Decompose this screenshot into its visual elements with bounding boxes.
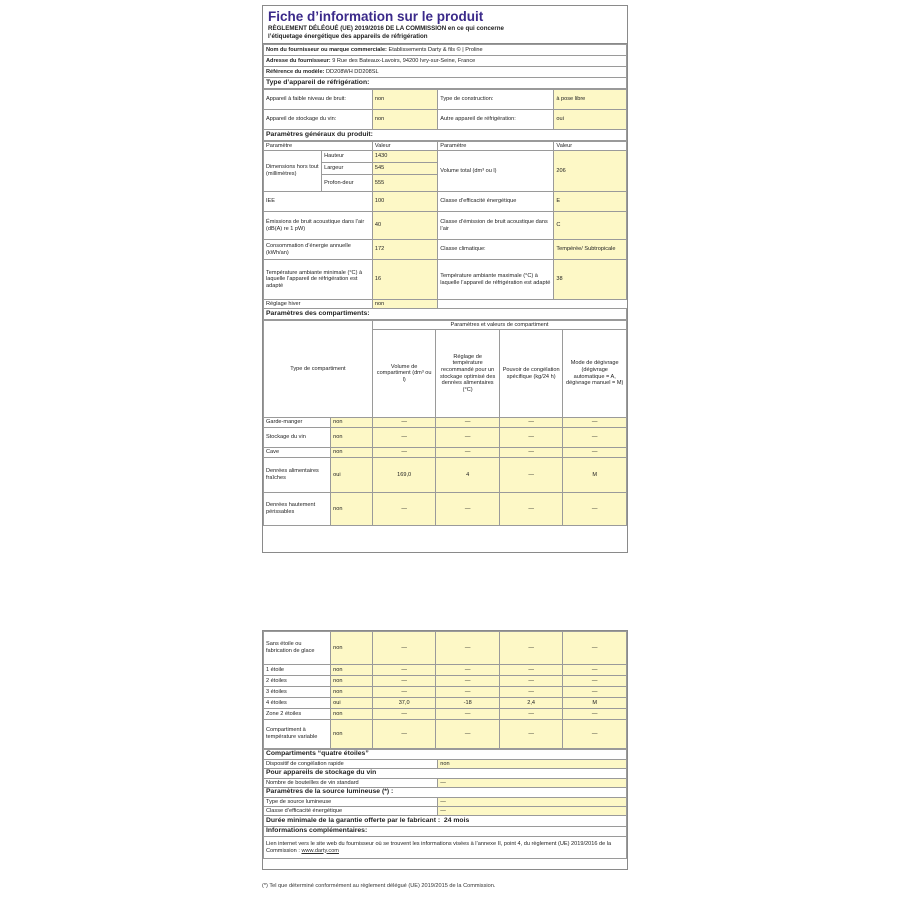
col-param-header: Paramètre xyxy=(264,142,373,151)
eei-label: IEE xyxy=(264,192,373,212)
col-type-header: Type de compartiment xyxy=(264,321,373,418)
warranty-row xyxy=(264,816,627,827)
compartment-defrost: — xyxy=(563,720,627,749)
compartment-name: Compartiment à température variable xyxy=(264,720,331,749)
compartment-name: Cave xyxy=(264,448,331,458)
compartment-present: non xyxy=(331,720,373,749)
bottles-value: — xyxy=(438,779,627,788)
construction-value: à pose libre xyxy=(554,90,627,110)
compartment-row xyxy=(264,720,627,749)
compartment-name: Denrées alimentaires fraîches xyxy=(264,458,331,493)
volume-value: 206 xyxy=(554,151,627,192)
energy-class-label: Classe d’efficacité énergétique xyxy=(438,192,554,212)
compartment-freeze: — xyxy=(499,448,563,458)
compartment-defrost: M xyxy=(563,698,627,709)
four-star-title: Compartiments “quatre étoiles” xyxy=(264,750,627,760)
col-param-header-2: Paramètre xyxy=(438,142,554,151)
footnote: (*) Tel que déterminé conformément au règlement délégué (UE) 2019/2015 de la Commission. xyxy=(262,883,496,889)
compartment-freeze: — xyxy=(499,687,563,698)
compartment-volume: — xyxy=(372,632,436,665)
compartment-defrost: — xyxy=(563,687,627,698)
wine-appliance-value: non xyxy=(372,110,437,130)
compartments-table-page-2 xyxy=(263,631,627,749)
compartment-defrost: — xyxy=(563,428,627,448)
compartment-volume: — xyxy=(372,418,436,428)
compartment-name: 4 étoiles xyxy=(264,698,331,709)
product-sheet-page-2 xyxy=(262,630,628,870)
compartment-row xyxy=(264,632,627,665)
compartment-present: non xyxy=(331,687,373,698)
noise-class-value: C xyxy=(554,212,627,240)
height-label: Hauteur xyxy=(322,151,373,163)
compartment-row xyxy=(264,687,627,698)
compartment-freeze: — xyxy=(499,458,563,493)
info-section-title: Informations complémentaires: xyxy=(264,827,627,837)
compartment-temp: — xyxy=(436,709,500,720)
model-value: DD208WH DD208SL xyxy=(326,68,379,75)
winter-value: non xyxy=(372,300,437,309)
climate-value: Tempérée/ Subtropicale xyxy=(554,240,627,260)
col-value-header-2: Valeur xyxy=(554,142,627,151)
compartment-volume: — xyxy=(372,493,436,526)
low-noise-value: non xyxy=(372,90,437,110)
compartment-temp: -18 xyxy=(436,698,500,709)
compartment-freeze: — xyxy=(499,676,563,687)
compartment-row xyxy=(264,458,627,493)
warranty-label: Durée minimale de la garantie offerte par le fabricant : xyxy=(266,816,441,824)
compartments-table-page-1 xyxy=(263,320,627,526)
light-type-value: — xyxy=(438,798,627,807)
supplier-address-row: Adresse du fournisseur: 9 Rue des Bateaux-Lavoirs, 94200 Ivry-sur-Seine, France xyxy=(264,56,627,67)
compartment-freeze: — xyxy=(499,428,563,448)
compartment-volume: — xyxy=(372,448,436,458)
sheet-header xyxy=(263,6,627,44)
compartment-temp: — xyxy=(436,720,500,749)
max-temp-value: 38 xyxy=(554,260,627,300)
depth-label: Profon-deur xyxy=(322,175,373,192)
info-text: Lien internet vers le site web du fournisseur où se trouvent les informations visées à l’annexe II, point 4, du règlement (UE) 2019/2016 de la Commission : xyxy=(266,840,612,854)
fast-freeze-value: non xyxy=(438,760,627,769)
supplier-table xyxy=(263,44,627,89)
compartment-present: non xyxy=(331,418,373,428)
compartment-defrost: — xyxy=(563,418,627,428)
compartment-row xyxy=(264,665,627,676)
compartment-row xyxy=(264,676,627,687)
compartment-defrost: — xyxy=(563,632,627,665)
compartment-row xyxy=(264,428,627,448)
compartment-name: 3 étoiles xyxy=(264,687,331,698)
compartment-volume: 37,0 xyxy=(372,698,436,709)
col-value-header: Valeur xyxy=(372,142,437,151)
light-class-value: — xyxy=(438,807,627,816)
group-header: Paramètres et valeurs de compartiment xyxy=(372,321,626,330)
type-table xyxy=(263,89,627,141)
compartment-volume: 169,0 xyxy=(372,458,436,493)
eei-value: 100 xyxy=(372,192,437,212)
compartment-volume: — xyxy=(372,665,436,676)
low-noise-label: Appareil à faible niveau de bruit: xyxy=(264,90,373,110)
noise-label: Émissions de bruit acoustique dans l’air (dB(A) re 1 pW) xyxy=(264,212,373,240)
compartment-row xyxy=(264,448,627,458)
width-label: Largeur xyxy=(322,163,373,175)
noise-class-label: Classe d’émission de bruit acoustique dans l’air xyxy=(438,212,554,240)
other-appliance-value: oui xyxy=(554,110,627,130)
extra-sections-table xyxy=(263,749,627,859)
regulation-line-1: RÈGLEMENT DÉLÉGUÉ (UE) 2019/2016 DE LA COMMISSION en ce qui concerne xyxy=(268,25,504,32)
page-title: Fiche d’information sur le produit xyxy=(268,9,484,24)
dimensions-label: Dimensions hors tout (millimètres) xyxy=(264,151,322,192)
compartment-temp: — xyxy=(436,418,500,428)
compartment-volume: — xyxy=(372,676,436,687)
compartment-volume: — xyxy=(372,720,436,749)
width-value: 545 xyxy=(372,163,437,175)
col-defrost-header: Mode de dégivrage (dégivrage automatique = A, dégivrage manuel = M) xyxy=(563,330,627,418)
compartment-temp: — xyxy=(436,665,500,676)
compartment-present: non xyxy=(331,448,373,458)
compartment-name: Denrées hautement périssables xyxy=(264,493,331,526)
product-sheet-page-1 xyxy=(262,5,628,553)
other-appliance-label: Autre appareil de réfrigération: xyxy=(438,110,554,130)
compartment-freeze: — xyxy=(499,632,563,665)
supplier-address-value: 9 Rue des Bateaux-Lavoirs, 94200 Ivry-sur-Seine, France xyxy=(332,57,476,64)
info-text-cell xyxy=(264,837,627,859)
light-class-label: Classe d’efficacité énergétique xyxy=(264,807,438,816)
col-temp-header: Réglage de température recommandé pour un stockage optimisé des denrées alimentaires (°C) xyxy=(436,330,500,418)
supplier-website-link[interactable]: www.darty.com xyxy=(301,847,339,854)
compartment-defrost: — xyxy=(563,676,627,687)
compartment-defrost: — xyxy=(563,493,627,526)
general-section-title: Paramètres généraux du produit: xyxy=(264,130,627,141)
warranty-value: 24 mois xyxy=(443,816,470,824)
compartment-temp: — xyxy=(436,632,500,665)
consumption-label: Consommation d’énergie annuelle (kWh/an) xyxy=(264,240,373,260)
compartment-name: Sans étoile ou fabrication de glace xyxy=(264,632,331,665)
wine-section-title: Pour appareils de stockage du vin xyxy=(264,769,627,779)
compartment-freeze: — xyxy=(499,720,563,749)
light-section-title: Paramètres de la source lumineuse (*) : xyxy=(264,788,627,798)
depth-value: 555 xyxy=(372,175,437,192)
volume-label: Volume total (dm³ ou l) xyxy=(438,151,554,192)
compartment-name: Stockage du vin xyxy=(264,428,331,448)
compartment-temp: 4 xyxy=(436,458,500,493)
consumption-value: 172 xyxy=(372,240,437,260)
compartment-freeze: — xyxy=(499,418,563,428)
compartment-temp: — xyxy=(436,493,500,526)
compartment-freeze: — xyxy=(499,709,563,720)
compartment-present: non xyxy=(331,632,373,665)
compartment-present: oui xyxy=(331,698,373,709)
compartment-name: Zone 2 étoiles xyxy=(264,709,331,720)
construction-label: Type de construction: xyxy=(438,90,554,110)
compartment-row xyxy=(264,698,627,709)
compartment-defrost: — xyxy=(563,665,627,676)
compartment-volume: — xyxy=(372,709,436,720)
compartment-defrost: M xyxy=(563,458,627,493)
general-parameters-table xyxy=(263,141,627,320)
climate-label: Classe climatique: xyxy=(438,240,554,260)
compartment-name: 1 étoile xyxy=(264,665,331,676)
compartment-name: 2 étoiles xyxy=(264,676,331,687)
compartment-temp: — xyxy=(436,428,500,448)
compartment-defrost: — xyxy=(563,448,627,458)
compartment-defrost: — xyxy=(563,709,627,720)
compartment-row xyxy=(264,709,627,720)
winter-label: Réglage hiver xyxy=(264,300,373,309)
col-freeze-header: Pouvoir de congélation spécifique (kg/24 h) xyxy=(499,330,563,418)
wine-appliance-label: Appareil de stockage du vin: xyxy=(264,110,373,130)
compartment-freeze: — xyxy=(499,665,563,676)
col-volume-header: Volume de compartiment (dm³ ou l) xyxy=(372,330,436,418)
fast-freeze-label: Dispositif de congélation rapide xyxy=(264,760,438,769)
model-row: Référence du modèle: DD208WH DD208SL xyxy=(264,67,627,78)
compartment-rows-page-1 xyxy=(264,418,627,526)
compartment-row xyxy=(264,418,627,428)
compartment-present: oui xyxy=(331,458,373,493)
bottles-label: Nombre de bouteilles de vin standard xyxy=(264,779,438,788)
compartment-temp: — xyxy=(436,687,500,698)
noise-value: 40 xyxy=(372,212,437,240)
compartment-row xyxy=(264,493,627,526)
compartment-present: non xyxy=(331,676,373,687)
energy-class-value: E xyxy=(554,192,627,212)
compartment-rows-page-2 xyxy=(264,632,627,749)
compartment-temp: — xyxy=(436,676,500,687)
type-section-title: Type d’appareil de réfrigération: xyxy=(264,78,627,89)
regulation-line-2: l’étiquetage énergétique des appareils de réfrigération xyxy=(268,33,428,40)
max-temp-label: Température ambiante maximale (°C) à laquelle l’appareil de réfrigération est adapté xyxy=(438,260,554,300)
compartment-freeze: — xyxy=(499,493,563,526)
compartment-freeze: 2,4 xyxy=(499,698,563,709)
min-temp-value: 16 xyxy=(372,260,437,300)
compartment-present: non xyxy=(331,428,373,448)
min-temp-label: Température ambiante minimale (°C) à laquelle l’appareil de réfrigération est adapté xyxy=(264,260,373,300)
compartment-present: non xyxy=(331,493,373,526)
compartment-present: non xyxy=(331,665,373,676)
height-value: 1430 xyxy=(372,151,437,163)
compartment-temp: — xyxy=(436,448,500,458)
compartment-present: non xyxy=(331,709,373,720)
compartment-volume: — xyxy=(372,687,436,698)
compartment-volume: — xyxy=(372,428,436,448)
supplier-name-value: Etablissements Darty & fils © | Proline xyxy=(388,46,483,53)
compartments-section-title: Paramètres des compartiments: xyxy=(264,309,627,320)
supplier-name-row: Nom du fournisseur ou marque commerciale: Etablissements Darty & fils © | Proline xyxy=(264,45,627,56)
compartment-name: Garde-manger xyxy=(264,418,331,428)
light-type-label: Type de source lumineuse xyxy=(264,798,438,807)
